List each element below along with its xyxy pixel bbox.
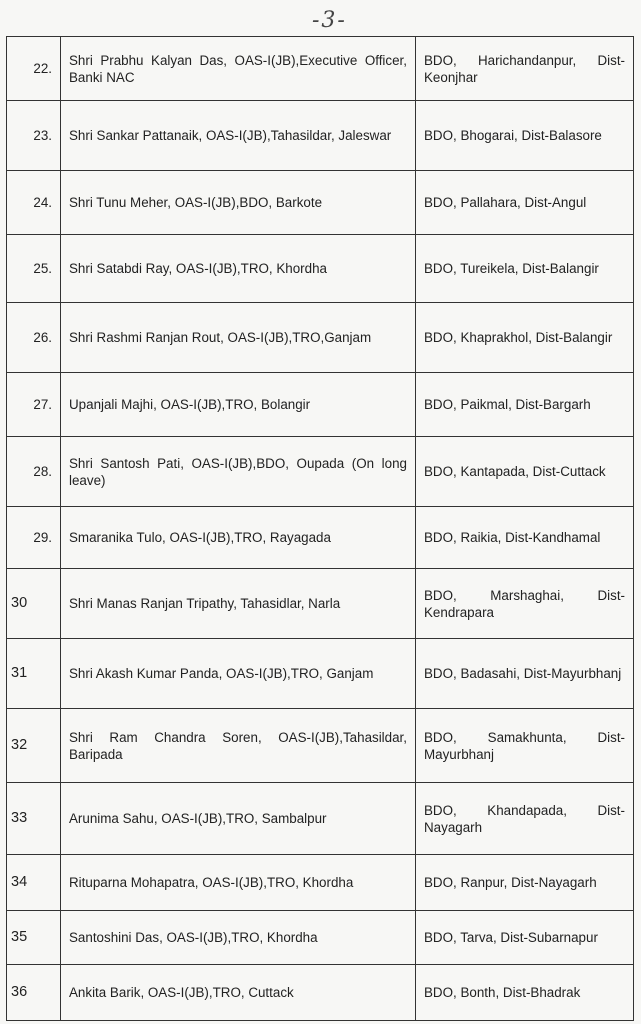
- posting-details: BDO, Harichandanpur, Dist-Keonjhar: [416, 37, 634, 101]
- officer-details: Shri Akash Kumar Panda, OAS-I(JB),TRO, Ganjam: [61, 639, 416, 709]
- table-row: [7, 171, 634, 235]
- officer-details: Smaranika Tulo, OAS-I(JB),TRO, Rayagada: [61, 507, 416, 569]
- serial-number: 30: [7, 569, 61, 639]
- officer-details: Santoshini Das, OAS-I(JB),TRO, Khordha: [61, 911, 416, 965]
- officer-details: Shri Sankar Pattanaik, OAS-I(JB),Tahasildar, Jaleswar: [61, 101, 416, 171]
- posting-details: BDO, Pallahara, Dist-Angul: [416, 171, 634, 235]
- page-number: -3-: [312, 8, 347, 33]
- table-row: [7, 639, 634, 709]
- posting-details: BDO, Khandapada, Dist-Nayagarh: [416, 783, 634, 855]
- table-row: [7, 507, 634, 569]
- officer-details: Rituparna Mohapatra, OAS-I(JB),TRO, Khordha: [61, 855, 416, 911]
- officer-details: Shri Tunu Meher, OAS-I(JB),BDO, Barkote: [61, 171, 416, 235]
- officer-details: Shri Ram Chandra Soren, OAS-I(JB),Tahasildar, Baripada: [61, 709, 416, 783]
- serial-number: 24.: [7, 171, 61, 235]
- table-row: [7, 911, 634, 965]
- table-row: [7, 373, 634, 437]
- transfer-posting-table: [6, 36, 634, 1021]
- table-row: [7, 783, 634, 855]
- table-row: [7, 101, 634, 171]
- officer-details: Shri Rashmi Ranjan Rout, OAS-I(JB),TRO,Ganjam: [61, 303, 416, 373]
- posting-details: BDO, Paikmal, Dist-Bargarh: [416, 373, 634, 437]
- serial-number: 28.: [7, 437, 61, 507]
- officer-details: Ankita Barik, OAS-I(JB),TRO, Cuttack: [61, 965, 416, 1021]
- serial-number: 32: [7, 709, 61, 783]
- table-row: [7, 303, 634, 373]
- serial-number: 36: [7, 965, 61, 1021]
- table-row: [7, 855, 634, 911]
- table-row: [7, 569, 634, 639]
- table-row: [7, 235, 634, 303]
- table-row: [7, 965, 634, 1021]
- posting-details: BDO, Bhogarai, Dist-Balasore: [416, 101, 634, 171]
- serial-number: 29.: [7, 507, 61, 569]
- posting-details: BDO, Tarva, Dist-Subarnapur: [416, 911, 634, 965]
- posting-details: BDO, Ranpur, Dist-Nayagarh: [416, 855, 634, 911]
- officer-details: Shri Manas Ranjan Tripathy, Tahasidlar, Narla: [61, 569, 416, 639]
- officer-details: Upanjali Majhi, OAS-I(JB),TRO, Bolangir: [61, 373, 416, 437]
- table-row: [7, 709, 634, 783]
- serial-number: 34: [7, 855, 61, 911]
- posting-details: BDO, Bonth, Dist-Bhadrak: [416, 965, 634, 1021]
- officer-details: Shri Prabhu Kalyan Das, OAS-I(JB),Executive Officer, Banki NAC: [61, 37, 416, 101]
- posting-details: BDO, Tureikela, Dist-Balangir: [416, 235, 634, 303]
- posting-details: BDO, Samakhunta, Dist-Mayurbhanj: [416, 709, 634, 783]
- serial-number: 31: [7, 639, 61, 709]
- serial-number: 27.: [7, 373, 61, 437]
- officer-details: Shri Santosh Pati, OAS-I(JB),BDO, Oupada (On long leave): [61, 437, 416, 507]
- posting-details: BDO, Marshaghai, Dist-Kendrapara: [416, 569, 634, 639]
- posting-details: BDO, Raikia, Dist-Kandhamal: [416, 507, 634, 569]
- serial-number: 35: [7, 911, 61, 965]
- table-row: [7, 37, 634, 101]
- serial-number: 23.: [7, 101, 61, 171]
- serial-number: 25.: [7, 235, 61, 303]
- officer-details: Arunima Sahu, OAS-I(JB),TRO, Sambalpur: [61, 783, 416, 855]
- posting-details: BDO, Khaprakhol, Dist-Balangir: [416, 303, 634, 373]
- serial-number: 33: [7, 783, 61, 855]
- posting-details: BDO, Kantapada, Dist-Cuttack: [416, 437, 634, 507]
- serial-number: 26.: [7, 303, 61, 373]
- posting-details: BDO, Badasahi, Dist-Mayurbhanj: [416, 639, 634, 709]
- serial-number: 22.: [7, 37, 61, 101]
- officer-details: Shri Satabdi Ray, OAS-I(JB),TRO, Khordha: [61, 235, 416, 303]
- table-row: [7, 437, 634, 507]
